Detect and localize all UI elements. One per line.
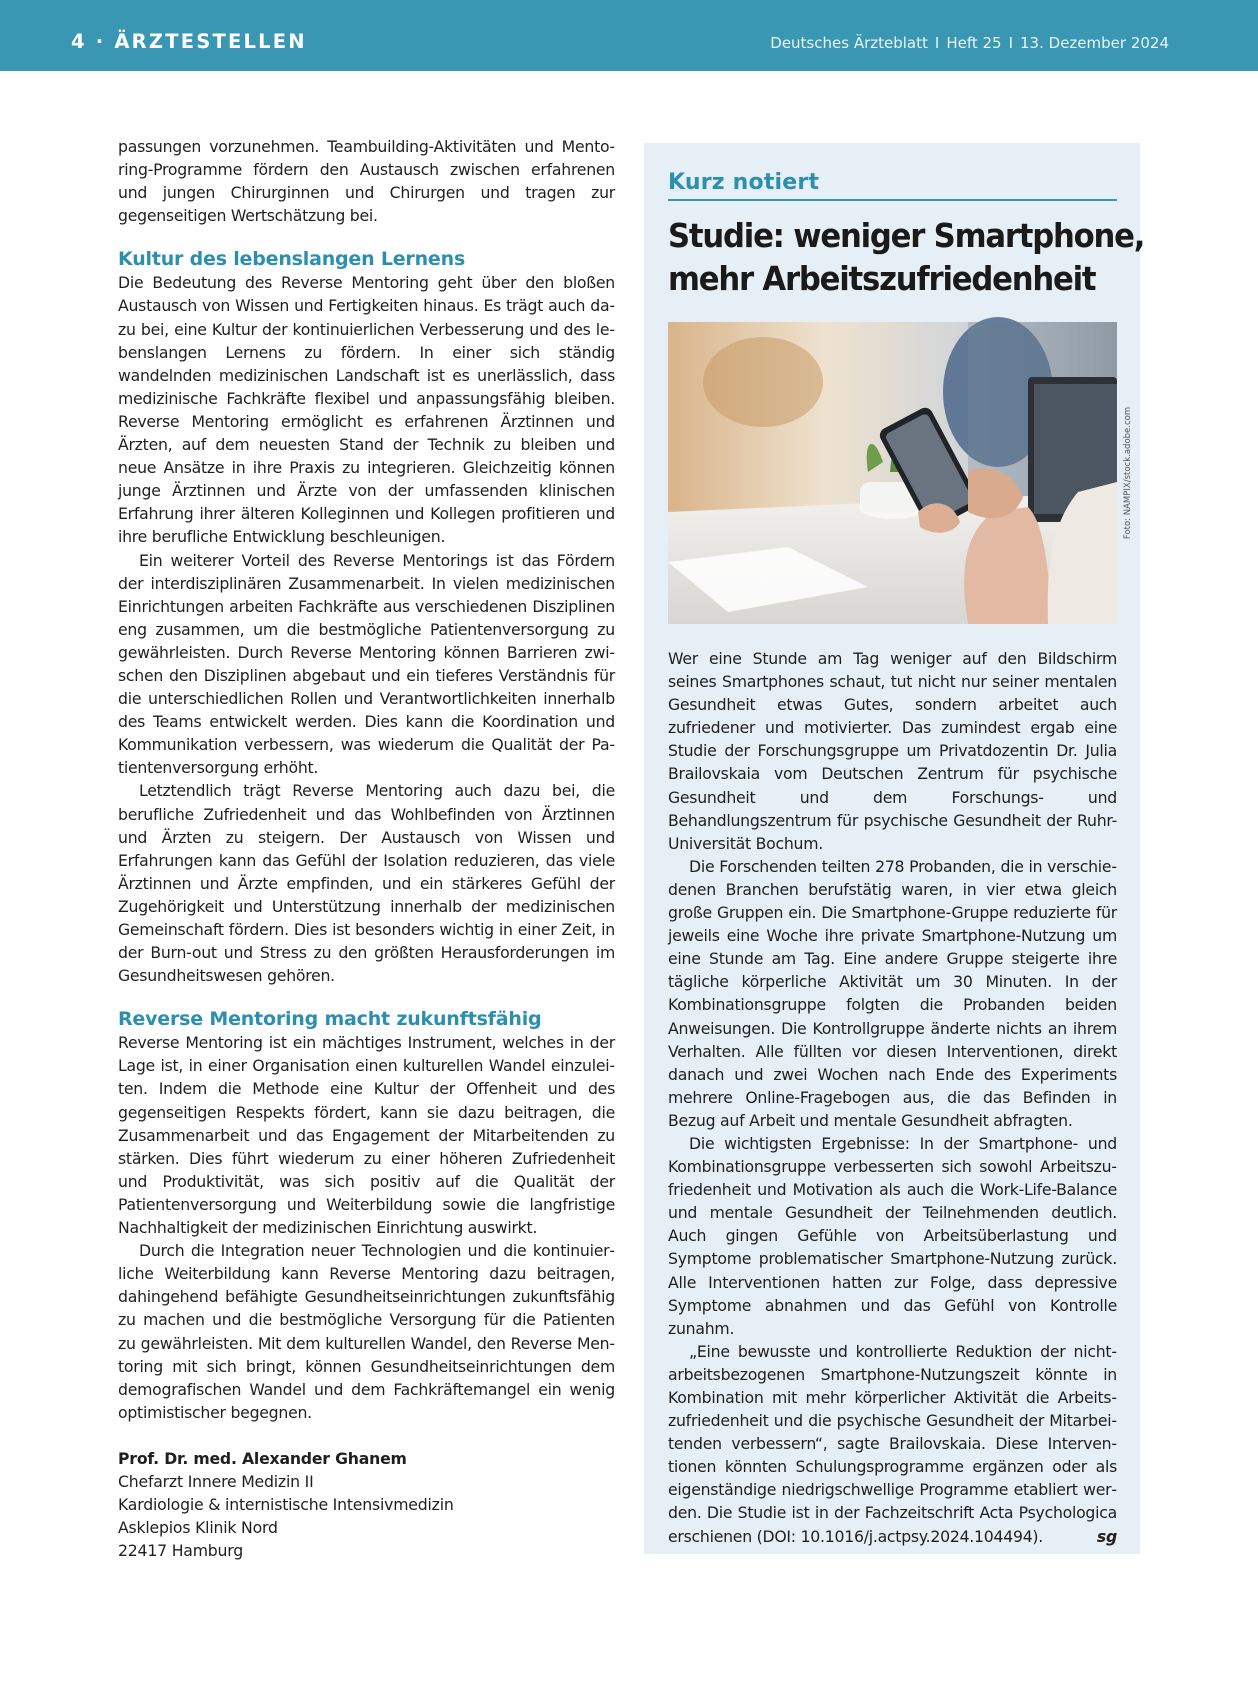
- article-paragraph: Durch die Integration neuer Technologien und die kontinuierliche Weiterbildung kann Reverse Mentoring dazu beitragen, dahingehend befähigte Gesundheitseinrichtungen zukunftsfähig zu machen und die bestmögliche Versorgung für die Patienten zu gewährleisten. Mit dem kulturellen Wandel, den Reverse Mentoring mit sich bringt, können Gesundheitseinrichtungen dem demografischen Wandel und dem Fachkräftemangel ein wenig optimistischer begegnen.: [118, 1241, 615, 1422]
- headline-line: Studie: weniger Smartphone,: [668, 216, 1145, 255]
- page-header: [0, 0, 1258, 71]
- separator: I: [1008, 34, 1014, 52]
- issue-number: Heft 25: [946, 34, 1002, 52]
- journal-name: Deutsches Ärzteblatt: [770, 34, 928, 52]
- photo-credit-text: Foto: NAMPIX/stock.adobe.com: [1123, 406, 1133, 540]
- author-affiliation: Chefarzt Innere Medizin II: [118, 1471, 314, 1491]
- section-heading: Reverse Mentoring macht zukunftsfähig: [118, 1008, 542, 1031]
- box-paragraph: Wer eine Stunde am Tag weniger auf den Bildschirm seines Smartphones schaut, tut nicht nur seiner mentalen Gesundheit etwas Gutes, sondern arbeitet auch zufriedener und motivierter. Das zumindest ergab eine Studie der Forschungsgruppe um Privatdozentin Dr. Julia Brailovskaia vom Deutschen Zentrum für psychische Gesundheit und dem Forschungs- und Behandlungszentrum für psychische Gesundheit der Ruhr-Universität Bochum.: [668, 649, 1117, 853]
- author-affiliation: Asklepios Klinik Nord: [118, 1518, 278, 1538]
- article-paragraph: Reverse Mentoring ist ein mächtiges Instrument, welches in der Lage ist, in einer Organisation einen kulturellen Wandel einzuleiten. Indem die Methode eine Kultur der Offenheit und des gegenseitigen Respekts fördert, kann sie dazu beitragen, die Zusammenarbeit und das Engagement der Mitarbeitenden zu stärken. Dies führt wiederum zu einer höheren Zufriedenheit und Produktivität, was sich positiv auf die Qualität der Patientenversorgung und Weiterbildung sowie die langfristige Nachhaltigkeit der medizinischen Einrichtung auswirkt.: [118, 1033, 615, 1238]
- box-paragraph-text: „Eine bewusste und kontrollierte Reduktion der nichtarbeitsbezogenen Smartphone-Nutzungszeit könnte in Kombination mit mehr körperlicher Aktivität die Arbeitszufriedenheit und die psychische Gesundheit der Mitarbeitenden verbessern“, sagte Brailovskaia. Diese Interventionen könnten Schulungsprogramme ergänzen oder als eigenständige niedrigschwellige Programme etabliert werden. Die Studie ist in der Fachzeitschrift Acta Psychologica erschienen (DOI: 10.1016/j.actpsy.2024.104494).: [668, 1341, 1117, 1546]
- article-paragraph: passungen vorzunehmen. Teambuilding-Aktivitäten und Mentoring-Programme fördern den Austausch zwischen erfahrenen und jungen Chirurginnen und Chirurgen und tragen zur gegenseitigen Wertschätzung bei.: [118, 137, 615, 226]
- section-label: 4 · ÄRZTESTELLEN: [71, 30, 307, 53]
- author-block: [118, 1447, 615, 1562]
- photo-credit: [1121, 322, 1135, 624]
- author-signature: sg: [1096, 1526, 1117, 1546]
- issue-info: [770, 33, 1169, 53]
- box-kicker: Kurz notiert: [668, 169, 1117, 201]
- section-heading: Kultur des lebenslangen Lernens: [118, 248, 466, 271]
- article-paragraph: Letztendlich trägt Reverse Mentoring auch dazu bei, die berufliche Zufriedenheit und das Wohlbefinden von Ärztinnen und Ärzten zu steigern. Der Austausch von Wissen und Erfahrungen kann das Gefühl der Isolation reduzieren, das viele Ärztinnen und Ärzte empfinden, und ein stärkeres Gefühl der Zugehörigkeit und Unterstützung innerhalb der medizinischen Gemeinschaft fördern. Dies ist besonders wichtig in einer Zeit, in der Burn-out und Stress zu den größten Herausforderungen im Gesundheitswesen gehören.: [118, 781, 615, 986]
- article-paragraph: Ein weiterer Vorteil des Reverse Mentorings ist das Fördern der interdisziplinären Zusammenarbeit. In vielen medizinischen Einrichtungen arbeiten Fachkräfte aus verschiedenen Disziplinen eng zusammen, um die bestmögliche Patientenversorgung zu gewährleisten. Durch Reverse Mentoring können Barrieren zwischen den Disziplinen abgebaut und ein tieferes Verständnis für die unterschiedlichen Rollen und Verantwortlichkeiten innerhalb des Teams entwickelt werden. Dies kann die Koordination und Kommunikation verbessern, was wiederum die Qualität der Patientenversorgung erhöht.: [118, 550, 615, 778]
- box-headline: [668, 214, 1145, 300]
- author-name: Prof. Dr. med. Alexander Ghanem: [118, 1448, 407, 1468]
- headline-line: mehr Arbeitszufriedenheit: [668, 259, 1096, 298]
- main-article-column: [118, 135, 615, 1562]
- box-body: [668, 647, 1117, 1548]
- smartphone-photo: [668, 322, 1133, 624]
- sidebar-news-box: [644, 143, 1145, 1554]
- article-paragraph: Die Bedeutung des Reverse Mentoring geht über den bloßen Austausch von Wissen und Fertigkeiten hinaus. Es trägt auch dazu bei, eine Kultur der kontinuierlichen Verbesserung und des lebenslangen Lernens zu fördern. In einer sich ständig wandelnden medizinischen Landschaft ist es unerlässlich, dass medizinische Fachkräfte flexibel und anpassungsfähig bleiben. Reverse Mentoring ermöglicht es erfahrenen Ärztinnen und Ärzten, auf dem neuesten Stand der Technik zu bleiben und neue Ansätze in ihre Praxis zu integrieren. Gleichzeitig können junge Ärztinnen und Ärzte von der umfassenden klinischen Erfahrung ihrer älteren Kolleginnen und Kollegen profitieren und ihre berufliche Entwicklung beschleunigen.: [118, 273, 615, 547]
- box-paragraph: Die Forschenden teilten 278 Probanden, die in verschiedenen Branchen berufstätig waren, in vier etwa gleich große Gruppen ein. Die Smartphone-Gruppe reduzierte für jeweils eine Woche ihre private Smartphone-Nutzung um eine Stunde am Tag. Eine andere Gruppe steigerte ihre tägliche körperliche Aktivität um 30 Minuten. In der Kombinationsgruppe folgten die Probanden beiden Anweisungen. Die Kontrollgruppe änderte nichts an ihrem Verhalten. Alle füllten vor diesen Interventionen, direkt danach und zwei Wochen nach Ende des Experiments mehrere Online-Fragebogen aus, die das Befinden in Bezug auf Arbeit und mentale Gesundheit abfragten.: [668, 856, 1117, 1130]
- box-paragraph: Die wichtigsten Ergebnisse: In der Smartphone- und Kombinationsgruppe verbesserten sich sowohl Arbeitszufriedenheit und Motivation als auch die Work-Life-Balance und mentale Gesundheit der Teilnehmenden deutlich. Auch gingen Gefühle von Arbeitsüberlastung und Symptome problematischer Smartphone-Nutzung zurück. Alle Interventionen hatten zur Folge, dass depressive Symptome abnahmen und das Gefühl von Kontrolle zunahm.: [668, 1133, 1117, 1338]
- author-affiliation: Kardiologie & internistische Intensivmedizin: [118, 1495, 454, 1515]
- box-paragraph: [668, 1340, 1117, 1548]
- issue-date: 13. Dezember 2024: [1020, 34, 1169, 52]
- separator: I: [934, 34, 940, 52]
- author-affiliation: 22417 Hamburg: [118, 1541, 244, 1561]
- photo-illustration: [668, 322, 1117, 624]
